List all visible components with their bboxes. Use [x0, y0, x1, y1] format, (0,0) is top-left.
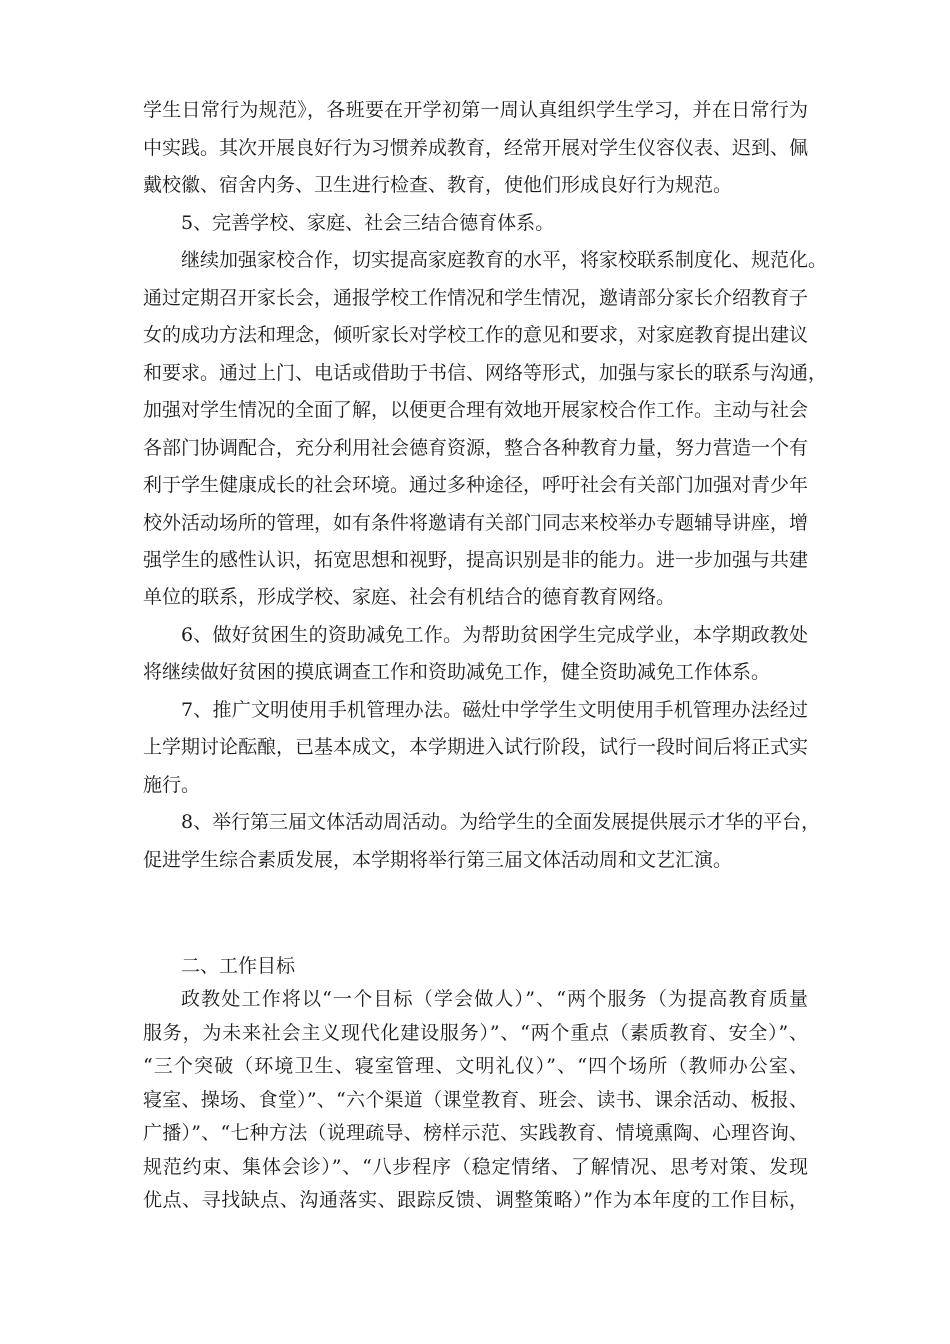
paragraph-line: 校外活动场所的管理，如有条件将邀请有关部门同志来校举办专题辅导讲座，增 — [143, 512, 809, 534]
section-heading: 5、完善学校、家庭、社会三结合德育体系。 — [181, 212, 555, 234]
paragraph-line: 单位的联系，形成学校、家庭、社会有机结合的德育教育网络。 — [143, 586, 676, 608]
paragraph-line: 促进学生综合素质发展，本学期将举行第三届文体活动周和文艺汇演。 — [143, 849, 733, 871]
paragraph-line: 将继续做好贫困的摸底调查工作和资助减免工作，健全资助减免工作体系。 — [143, 661, 771, 683]
paragraph-line: 服务，为未来社会主义现代化建设服务）”、“两个重点（素质教育、安全）”、 — [143, 1022, 808, 1044]
paragraph-line: 强学生的感性认识，拓宽思想和视野，提高识别是非的能力。进一步加强与共建 — [143, 549, 809, 571]
paragraph-line: 通过定期召开家长会，通报学校工作情况和学生情况，邀请部分家长介绍教育子 — [143, 287, 809, 309]
paragraph-line: 规范约束、集体会诊）”、“八步程序（稳定情绪、了解情况、思考对策、发现 — [143, 1156, 808, 1178]
paragraph-line: 中实践。其次开展良好行为习惯养成教育，经常开展对学生仪容仪表、迟到、佩 — [143, 137, 809, 159]
paragraph-line: 上学期讨论酝酿，已基本成文，本学期进入试行阶段，试行一段时间后将正式实 — [143, 736, 809, 758]
section-title: 二、工作目标 — [181, 955, 296, 977]
paragraph-line: 7、推广文明使用手机管理办法。磁灶中学学生文明使用手机管理办法经过 — [181, 699, 808, 721]
paragraph-line: 加强对学生情况的全面了解，以便更合理有效地开展家校合作工作。主动与社会 — [143, 399, 809, 421]
paragraph-line: “三个突破（环境卫生、寝室管理、文明礼仪）”、“四个场所（教师办公室、 — [143, 1055, 808, 1077]
paragraph-line: 学生日常行为规范》，各班要在开学初第一周认真组织学生学习，并在日常行为 — [143, 99, 808, 121]
paragraph-line: 女的成功方法和理念，倾听家长对学校工作的意见和要求，对家庭教育提出建议 — [143, 324, 809, 346]
paragraph-line: 优点、寻找缺点、沟通落实、跟踪反馈、调整策略）”作为本年度的工作目标， — [143, 1189, 808, 1211]
paragraph-line: 8、举行第三届文体活动周活动。为给学生的全面发展提供展示才华的平台， — [181, 811, 821, 833]
paragraph-line: 和要求。通过上门、电话或借助于书信、网络等形式，加强与家长的联系与沟通， — [143, 362, 828, 384]
paragraph-line: 6、做好贫困生的资助减免工作。为帮助贫困学生完成学业，本学期政教处 — [181, 624, 808, 646]
paragraph-line: 各部门协调配合，充分利用社会德育资源，整合各种教育力量，努力营造一个有 — [143, 437, 809, 459]
paragraph-line: 广播）”、“七种方法（说理疏导、榜样示范、实践教育、情境熏陶、心理咨询、 — [143, 1122, 808, 1144]
paragraph-line: 施行。 — [143, 774, 201, 796]
paragraph-line: 寝室、操场、食堂）”、“六个渠道（课堂教育、班会、读书、课余活动、板报、 — [143, 1089, 808, 1111]
paragraph-line: 利于学生健康成长的社会环境。通过多种途径，呼吁社会有关部门加强对青少年 — [143, 474, 809, 496]
paragraph-line: 继续加强家校合作，切实提高家庭教育的水平，将家校联系制度化、规范化。 — [181, 249, 828, 271]
paragraph-line: 政教处工作将以“一个目标（学会做人）”、“两个服务（为提高教育质量 — [181, 988, 808, 1010]
paragraph-line: 戴校徽、宿舍内务、卫生进行检查、教育，使他们形成良好行为规范。 — [143, 174, 733, 196]
